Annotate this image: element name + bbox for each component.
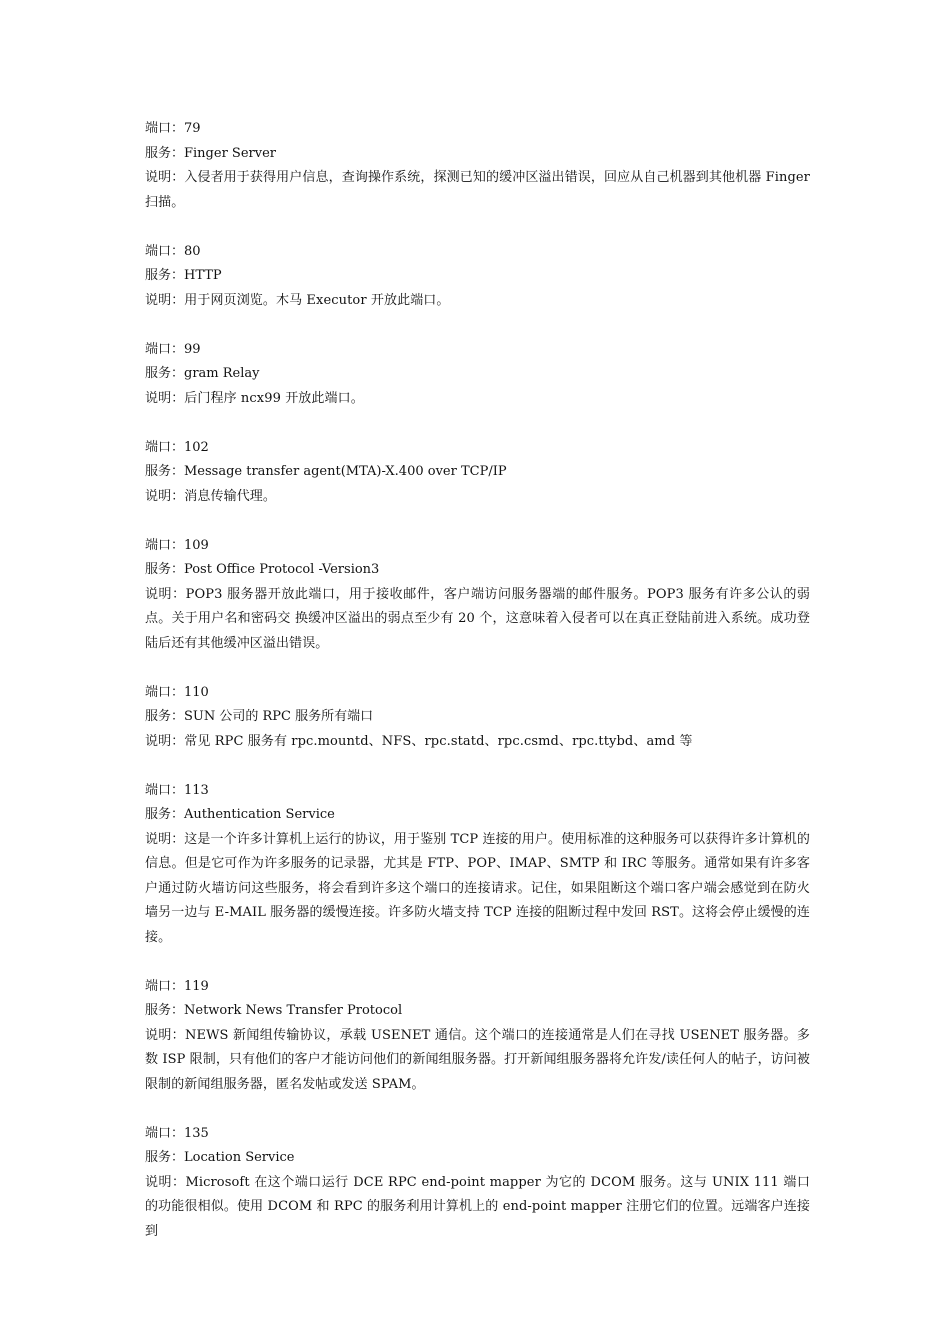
service-name: 服务：Post Office Protocol -Version3 [145, 562, 380, 577]
port-entry [145, 436, 810, 510]
port-number: 端口：99 [145, 341, 201, 357]
description: 说明：消息传输代理。 [145, 488, 277, 504]
port-number: 端口：79 [145, 121, 201, 136]
service-name: 服务：Network News Transfer Protocol [145, 1003, 403, 1018]
port-entry [145, 681, 810, 755]
port-entry [145, 975, 810, 1098]
port-number: 端口：80 [145, 243, 201, 259]
port-entry [145, 534, 810, 657]
port-number: 端口：110 [145, 684, 209, 700]
port-number: 端口：113 [145, 782, 209, 798]
service-name: 服务：HTTP [145, 268, 222, 283]
description: 说明：Microsoft 在这个端口运行 DCE RPC end-point mapper 为它的 DCOM 服务。这与 UNIX 111 端口的功能很相似。使用 DCOM 和 RPC 的服务利用计算机上的 end-point mapper 注册它们的位置。远端客户连接到 [145, 1174, 810, 1239]
port-entry [145, 1122, 810, 1245]
port-number: 端口：102 [145, 439, 209, 455]
service-name: 服务：SUN 公司的 RPC 服务所有端口 [145, 709, 374, 724]
port-entry [145, 117, 810, 215]
port-entry [145, 779, 810, 951]
port-number: 端口：119 [145, 978, 209, 994]
description: 说明：这是一个许多计算机上运行的协议，用于鉴别 TCP 连接的用户。使用标准的这种服务可以获得许多计算机的信息。但是它可作为许多服务的记录器，尤其是 FTP、POP、IMAP、SMTP 和 IRC 等服务。通常如果有许多客户通过防火墙访问这些服务，将会看到许多这个端口的连接请求。记住，如果阻断这个端口客户端会感觉到在防火墙另一边与 E-MAIL 服务器的缓慢连接。许多防火墙支持 TCP 连接的阻断过程中发回 RST。这将会停止缓慢的连接。 [145, 831, 810, 945]
port-entry [145, 338, 810, 412]
description: 说明：用于网页浏览。木马 Executor 开放此端口。 [145, 292, 450, 308]
description: 说明：后门程序 ncx99 开放此端口。 [145, 390, 364, 406]
description: 说明：入侵者用于获得用户信息，查询操作系统，探测已知的缓冲区溢出错误，回应从自己机器到其他机器 Finger 扫描。 [145, 170, 810, 210]
description: 说明：POP3 服务器开放此端口，用于接收邮件，客户端访问服务器端的邮件服务。POP3 服务有许多公认的弱点。关于用户名和密码交 换缓冲区溢出的弱点至少有 20 个，这意味着入侵者可以在真正登陆前进入系统。成功登陆后还有其他缓冲区溢出错误。 [145, 586, 810, 651]
port-number: 端口：109 [145, 537, 209, 553]
port-number: 端口：135 [145, 1125, 209, 1141]
service-name: 服务：gram Relay [145, 366, 260, 381]
description: 说明：NEWS 新闻组传输协议，承载 USENET 通信。这个端口的连接通常是人们在寻找 USENET 服务器。多数 ISP 限制，只有他们的客户才能访问他们的新闻组服务器。打开新闻组服务器将允许发/读任何人的帖子，访问被限制的新闻组服务器，匿名发帖或发送 SPAM。 [145, 1027, 810, 1092]
service-name: 服务：Finger Server [145, 145, 276, 161]
port-entry [145, 240, 810, 314]
document-page [145, 117, 810, 1269]
service-name: 服务：Authentication Service [145, 807, 335, 822]
description: 说明：常见 RPC 服务有 rpc.mountd、NFS、rpc.statd、rpc.csmd、rpc.ttybd、amd 等 [145, 733, 693, 749]
service-name: 服务：Message transfer agent(MTA)-X.400 over TCP/IP [145, 464, 507, 479]
service-name: 服务：Location Service [145, 1150, 295, 1165]
